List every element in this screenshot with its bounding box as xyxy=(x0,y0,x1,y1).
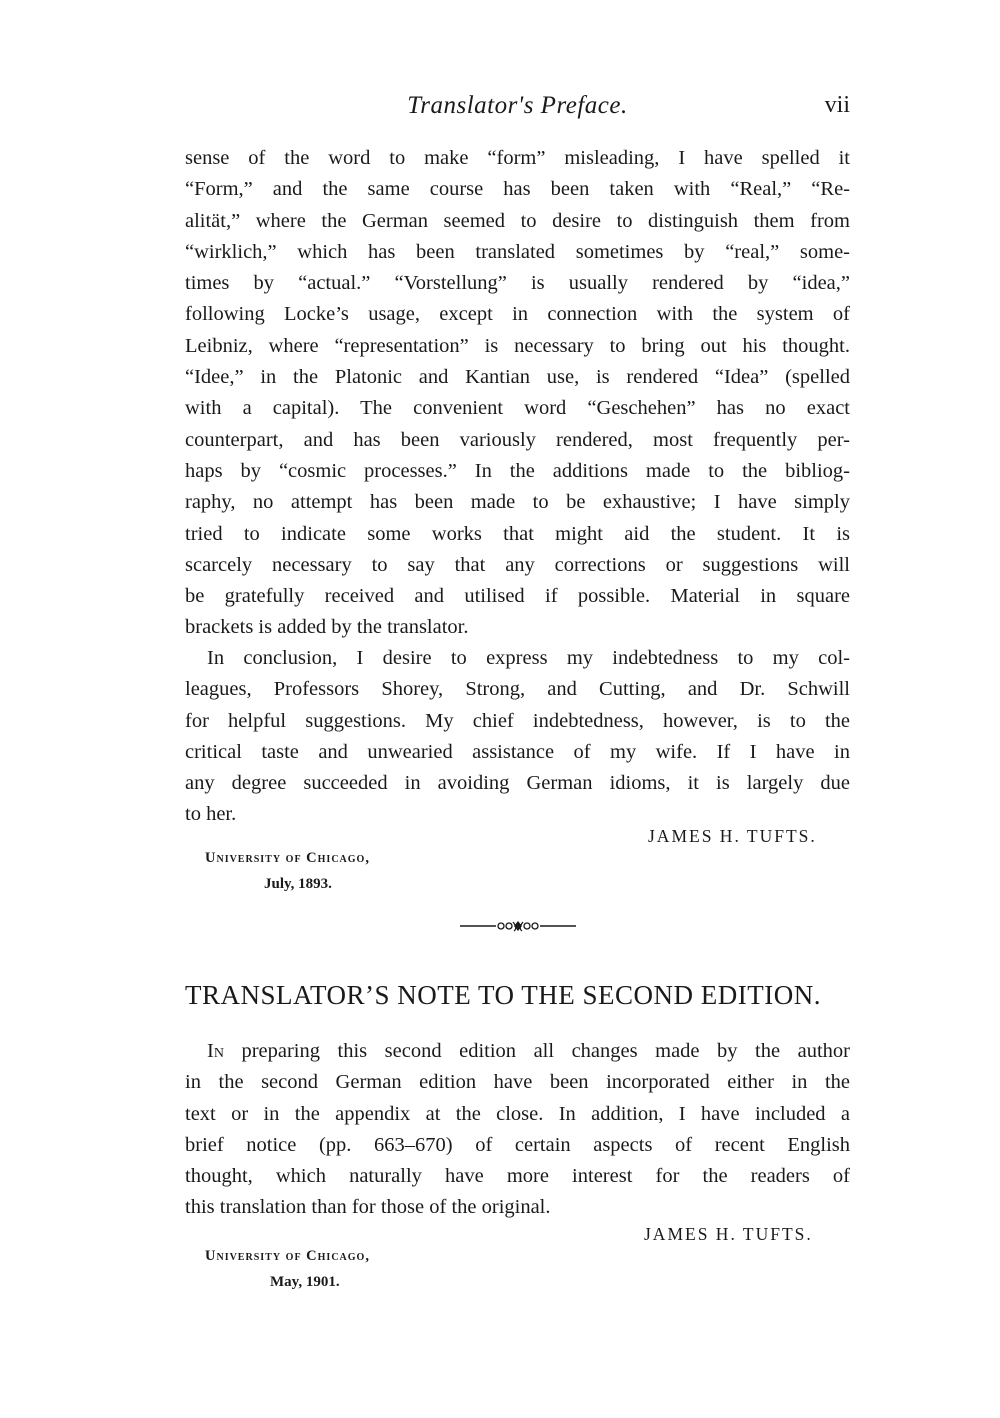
text-line: Leibniz, where “representation” is necessary to bring out his thought. xyxy=(185,334,850,357)
paragraph-bibliography-note xyxy=(185,143,850,644)
running-title: Translator's Preface. xyxy=(407,92,628,119)
page-number: vii xyxy=(824,92,850,118)
place-line: University of Chicago, xyxy=(205,1248,370,1264)
text-line: times by “actual.” “Vorstellung” is usually rendered by “idea,” xyxy=(185,272,850,295)
text-line-rest: preparing this second edition all changes made by the author xyxy=(223,1040,850,1062)
text-line: scarcely necessary to say that any corrections or suggestions will xyxy=(185,553,850,576)
text-line: alität,” where the German seemed to desire to distinguish them from xyxy=(185,209,850,232)
ornament-divider-icon xyxy=(458,916,578,936)
text-line xyxy=(185,1036,850,1067)
text-line: leagues, Professors Shorey, Strong, and Cutting, and Dr. Schwill xyxy=(185,678,850,701)
text-line: brief notice (pp. 663–670) of certain aspects of recent English xyxy=(185,1133,850,1156)
paragraph-second-edition xyxy=(185,1036,850,1224)
text-line: “Idee,” in the Platonic and Kantian use, is rendered “Idea” (spelled xyxy=(185,366,850,389)
text-line: with a capital). The convenient word “Geschehen” has no exact xyxy=(185,397,850,420)
text-line: counterpart, and has been variously rendered, most frequently per- xyxy=(185,428,850,451)
text-line: thought, which naturally have more interest for the readers of xyxy=(185,1165,850,1188)
text-line: for helpful suggestions. My chief indebtedness, however, is to the xyxy=(185,709,850,732)
text-line: raphy, no attempt has been made to be exhaustive; I have simply xyxy=(185,491,850,514)
text-line: any degree succeeded in avoiding German idioms, it is largely due xyxy=(185,772,850,795)
signature: JAMES H. TUFTS. xyxy=(644,1224,813,1244)
text-line: in the second German edition have been incorporated either in the xyxy=(185,1071,850,1094)
dropcap: In xyxy=(207,1040,224,1062)
date-line: July, 1893. xyxy=(264,876,332,892)
text-line: critical taste and unwearied assistance of my wife. If I have in xyxy=(185,740,850,763)
place-line: University of Chicago, xyxy=(205,850,370,866)
text-line: sense of the word to make “form” misleading, I have spelled it xyxy=(185,147,850,169)
text-line: to her. xyxy=(185,803,237,826)
date-line: May, 1901. xyxy=(270,1274,340,1290)
paragraph-acknowledgements xyxy=(185,643,850,831)
text-line: text or in the appendix at the close. In addition, I have included a xyxy=(185,1102,850,1125)
text-line: brackets is added by the translator. xyxy=(185,616,469,639)
text-line: tried to indicate some works that might aid the student. It is xyxy=(185,522,850,545)
text-line: following Locke’s usage, except in connection with the system of xyxy=(185,303,850,326)
text-line: be gratefully received and utilised if possible. Material in square xyxy=(185,585,850,608)
text-line: In conclusion, I desire to express my indebtedness to my col- xyxy=(207,647,850,669)
section-heading: TRANSLATOR’S NOTE TO THE SECOND EDITION. xyxy=(185,980,822,1010)
text-line: “Form,” and the same course has been taken with “Real,” “Re- xyxy=(185,178,850,201)
text-line: haps by “cosmic processes.” In the additions made to the bibliog- xyxy=(185,459,850,482)
text-line: this translation than for those of the original. xyxy=(185,1196,551,1219)
signature: JAMES H. TUFTS. xyxy=(648,826,817,846)
text-line: “wirklich,” which has been translated sometimes by “real,” some- xyxy=(185,240,850,263)
page-header xyxy=(185,92,850,126)
